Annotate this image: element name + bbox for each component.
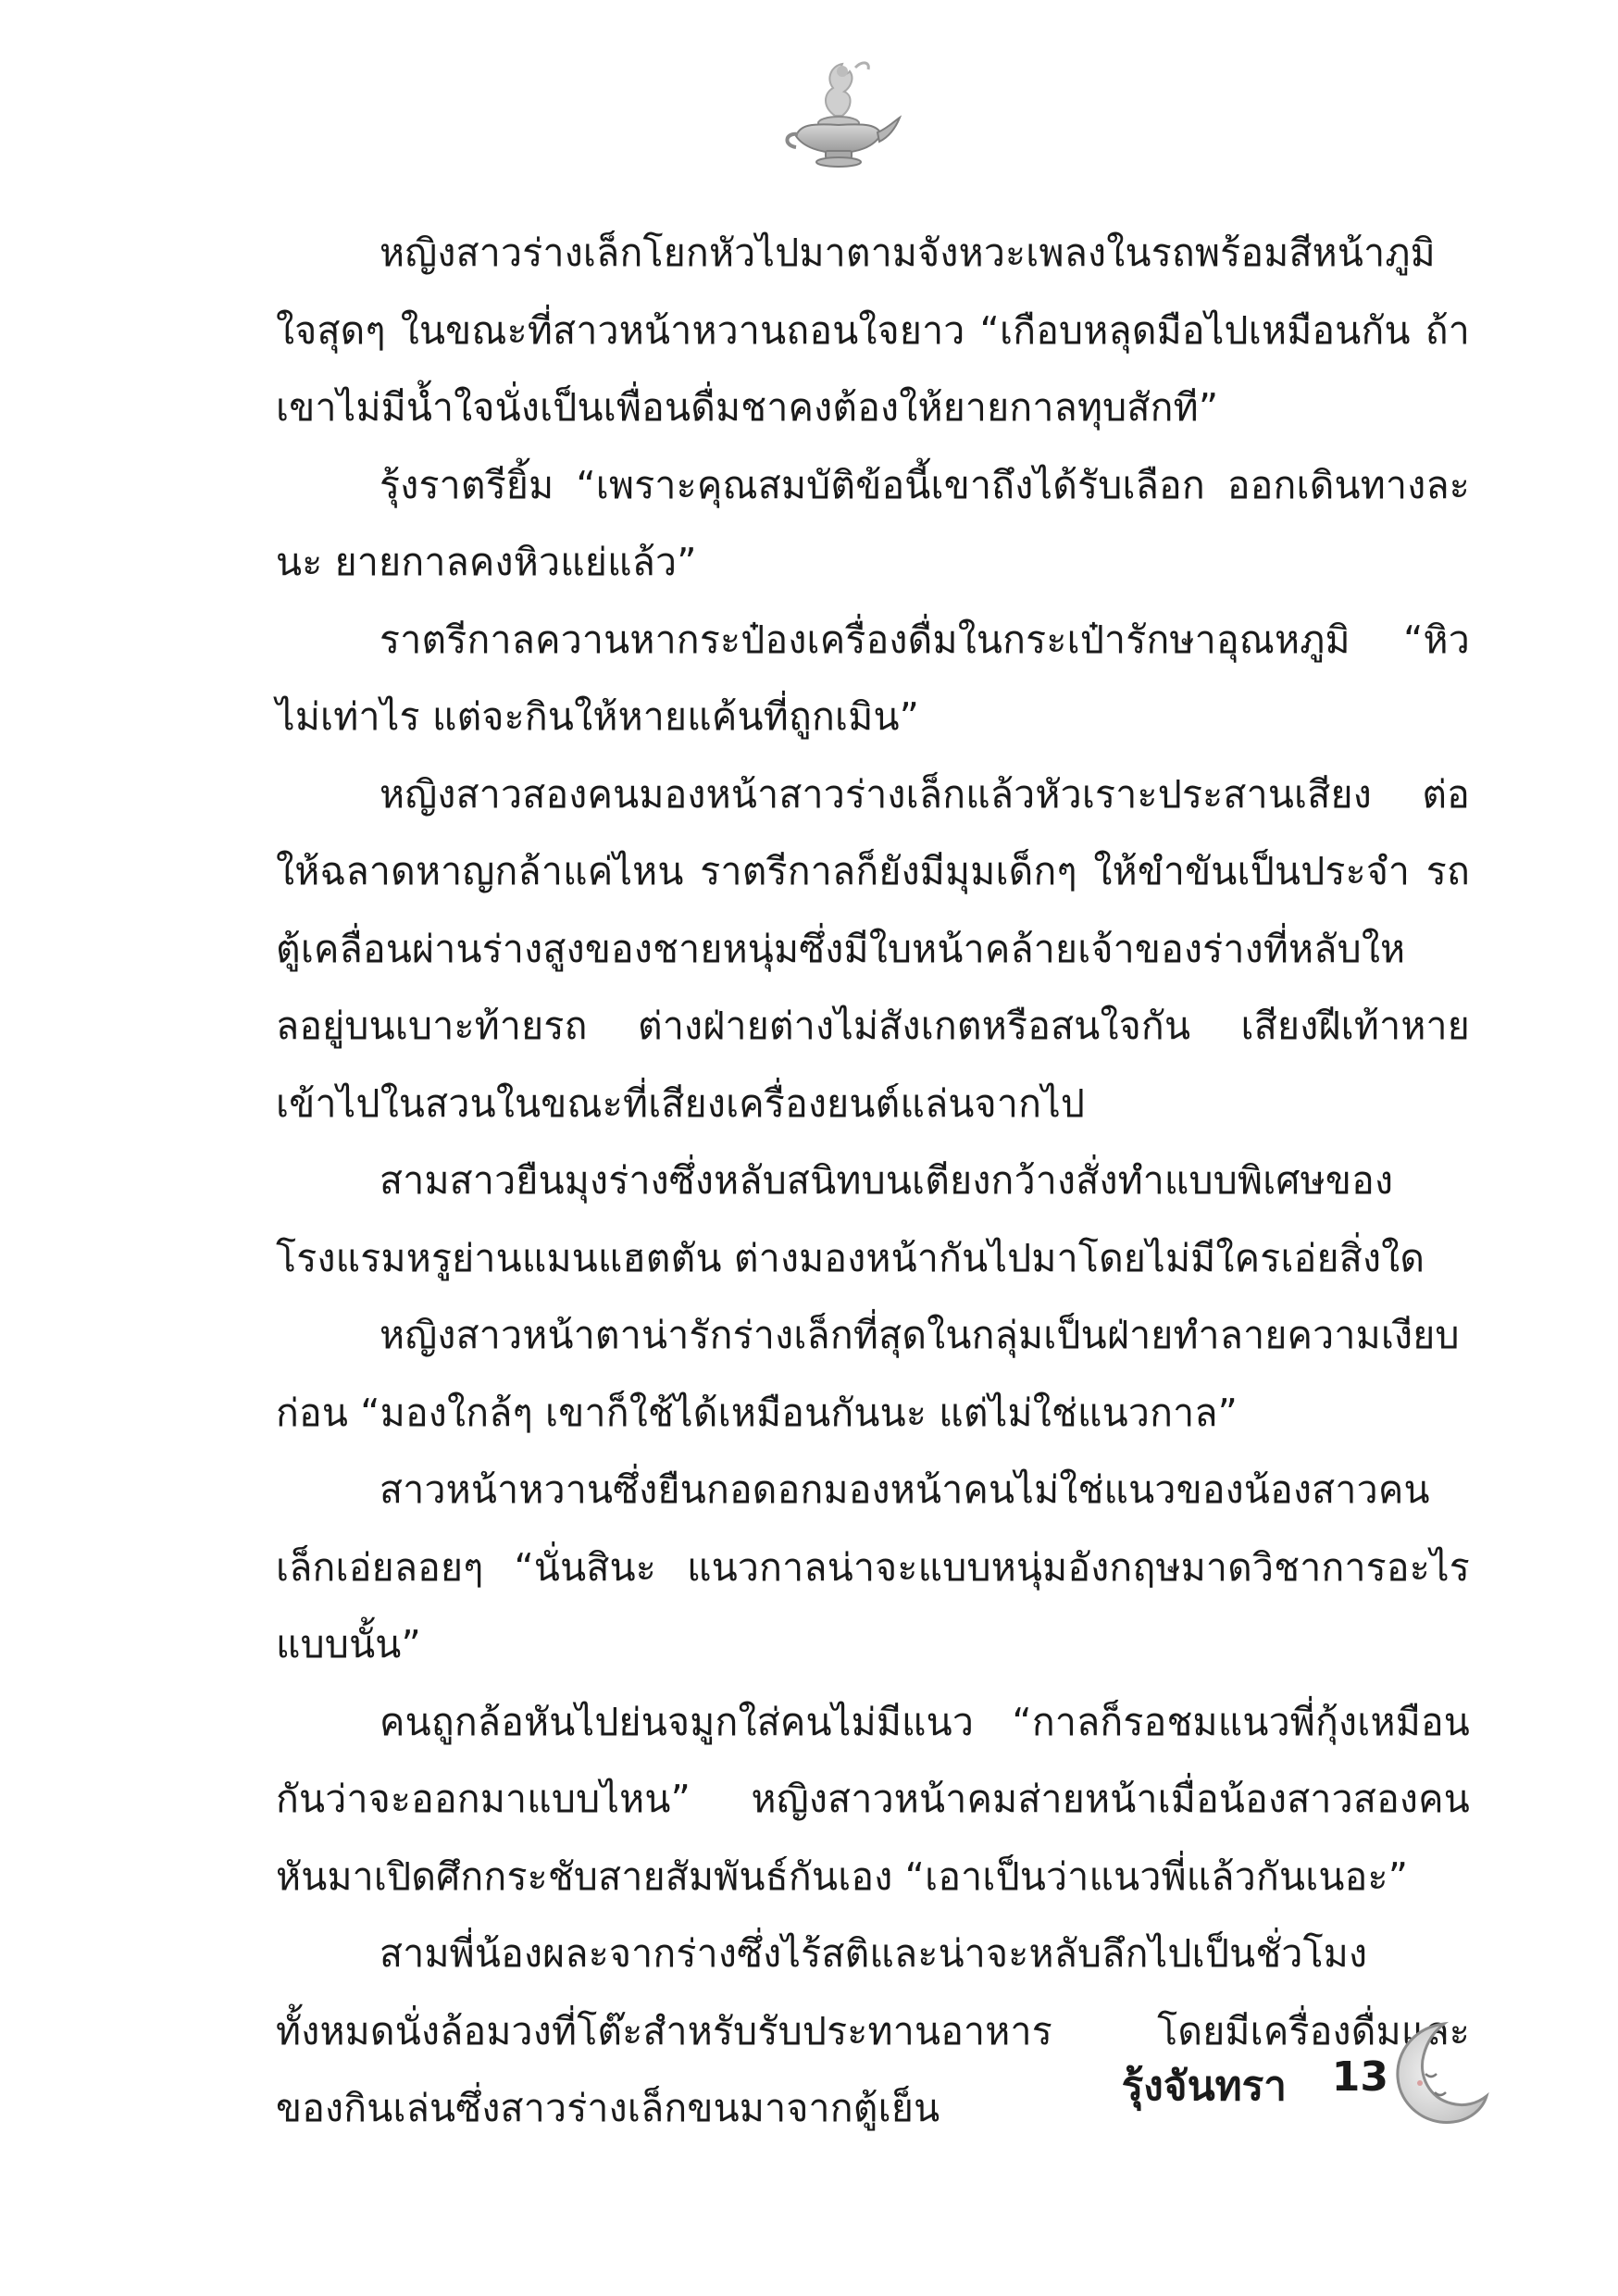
- chapter-body: [276, 215, 1470, 2148]
- paragraph: สาวหน้าหวานซึ่งยืนกอดอกมองหน้าคนไม่ใช่แนวของน้องสาวคนเล็กเอ่ยลอยๆ “นั่นสินะ แนวกาลน่าจะแบบหนุ่มอังกฤษมาดวิชาการอะไรแบบนั้น”: [276, 1467, 1470, 1666]
- page-number: 13: [1331, 2053, 1388, 2101]
- book-title: รุ้งจันทรา: [1121, 2063, 1287, 2110]
- paragraph: รุ้งราตรียิ้ม “เพราะคุณสมบัติข้อนี้เขาถึงได้รับเลือก ออกเดินทางละนะ ยายกาลคงหิวแย่แล้ว”: [276, 462, 1470, 584]
- paragraph: สามสาวยืนมุงร่างซึ่งหลับสนิทบนเตียงกว้างสั่งทำแบบพิเศษของโรงแรมหรูย่านแมนแฮตตัน ต่างมองหน้ากันไปมาโดยไม่มีใครเอ่ยสิ่งใด: [276, 1158, 1425, 1280]
- genie-lamp-icon: [778, 51, 907, 171]
- paragraph: สามพี่น้องผละจากร่างซึ่งไร้สติและน่าจะหลับลึกไปเป็นชั่วโมง ทั้งหมดนั่งล้อมวงที่โต๊ะสำหรับรับประทานอาหาร โดยมีเครื่องดื่มและของกินเล่นซึ่งสาวร่างเล็กขนมาจากตู้เย็น: [276, 1931, 1470, 2130]
- page-footer: [1101, 2018, 1490, 2139]
- crescent-moon-icon: [1388, 2018, 1490, 2129]
- paragraph: คนถูกล้อหันไปย่นจมูกใส่คนไม่มีแนว “กาลก็รอชมแนวพี่กุ้งเหมือนกันว่าจะออกมาแบบไหน” หญิงสาวหน้าคมส่ายหน้าเมื่อน้องสาวสองคนหันมาเปิดศึกกระชับสายสัมพันธ์กันเอง “เอาเป็นว่าแนวพี่แล้วกันเนอะ”: [276, 1699, 1470, 1899]
- paragraph: หญิงสาวหน้าตาน่ารักร่างเล็กที่สุดในกลุ่มเป็นฝ่ายทำลายความเงียบก่อน “มองใกล้ๆ เขาก็ใช้ได้เหมือนกันนะ แต่ไม่ใช่แนวกาล”: [276, 1313, 1460, 1435]
- paragraph: หญิงสาวร่างเล็กโยกหัวไปมาตามจังหวะเพลงในรถพร้อมสีหน้าภูมิใจสุดๆ ในขณะที่สาวหน้าหวานถอนใจยาว “เกือบหลุดมือไปเหมือนกัน ถ้าเขาไม่มีน้ำใจนั่งเป็นเพื่อนดื่มชาคงต้องให้ยายกาลทุบสักที”: [276, 231, 1470, 430]
- paragraph: ราตรีกาลควานหากระป๋องเครื่องดื่มในกระเป๋ารักษาอุณหภูมิ “หิวไม่เท่าไร แต่จะกินให้หายแค้นที่ถูกเมิน”: [276, 617, 1470, 739]
- paragraph: หญิงสาวสองคนมองหน้าสาวร่างเล็กแล้วหัวเราะประสานเสียง ต่อให้ฉลาดหาญกล้าแค่ไหน ราตรีกาลก็ยังมีมุมเด็กๆ ให้ขำขันเป็นประจำ รถตู้เคลื่อนผ่านร่างสูงของชายหนุ่มซึ่งมีใบหน้าคล้ายเจ้าของร่างที่หลับใหลอยู่บนเบาะท้ายรถ ต่างฝ่ายต่างไม่สังเกตหรือสนใจกัน เสียงฝีเท้าหายเข้าไปในสวนในขณะที่เสียงเครื่องยนต์แล่นจากไป: [276, 771, 1470, 1126]
